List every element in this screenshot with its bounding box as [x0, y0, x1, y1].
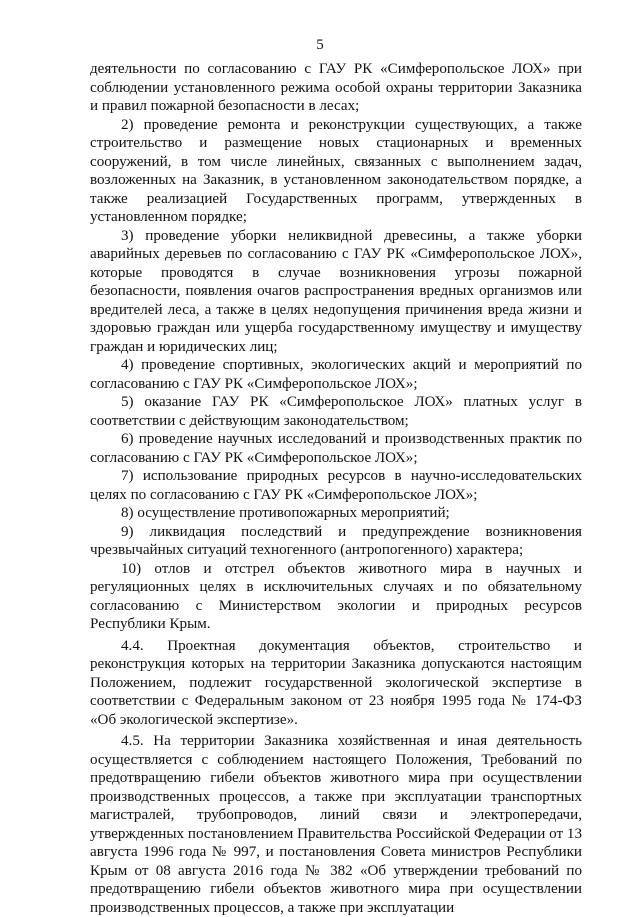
section-4-5: 4.5. На территории Заказника хозяйственная и иная деятельность осуществляется с соблюдением настоящего Положения, Требований по предотвращению гибели объектов животного мира при осуществлении производственных процессов, а также при эксплуатации транспортных магистралей, трубопроводов, линий связи и электропередачи, утвержденных постановлением Правительства Российской Федерации от 13 августа 1996 года № 997, и постановления Совета министров Республики Крым от 08 августа 2016 года № 382 «Об утверждении требований по предотвращению гибели объектов животного мира при осуществлении производственных процессов, а также при эксплуатации [90, 733, 582, 916]
list-item-3: 3) проведение уборки неликвидной древесины, а также уборки аварийных деревьев по согласованию с ГАУ РК «Симферопольское ЛОХ», которые проводятся в случае возникновения угрозы пожарной безопасности, появления очагов распространения вредных организмов или вредителей леса, а также в целях недопущения причинения вреда жизни и здоровью граждан или ущерба государственному имуществу и имуществу граждан и юридических лиц; [90, 227, 582, 355]
section-4-4: 4.4. Проектная документация объектов, строительство и реконструкция которых на территории Заказника допускаются настоящим Положением, подлежит государственной экологической экспертизе в соответствии с Федеральным законом от 23 ноября 1995 года № 174-ФЗ «Об экологической экспертизе». [90, 637, 582, 728]
list-item-5: 5) оказание ГАУ РК «Симферопольское ЛОХ» платных услуг в соответствии с действующим законодательством; [90, 394, 582, 429]
list-item-6: 6) проведение научных исследований и производственных практик по согласованию с ГАУ РК «Симферопольское ЛОХ»; [90, 431, 582, 466]
page-number: 5 [316, 37, 324, 53]
list-item-2: 2) проведение ремонта и реконструкции существующих, а также строительство и размещение новых стационарных и временных сооружений, в том числе линейных, связанных с выполнением задач, возложенных на Заказник, в установленном законодательством порядке, а также реализацией Государственных программ, утвержденных в установленном порядке; [90, 116, 582, 225]
list-item-10: 10) отлов и отстрел объектов животного мира в научных и регуляционных целях в исключительных случаях и по обязательному согласованию с Министерством экологии и природных ресурсов Республики Крым. [90, 560, 582, 632]
paragraph-continuation: деятельности по согласованию с ГАУ РК «Симферопольское ЛОХ» при соблюдении установленного режима особой охраны территории Заказника и правил пожарной безопасности в лесах; [90, 61, 582, 114]
document-body [90, 60, 582, 917]
list-item-8: 8) осуществление противопожарных мероприятий; [121, 505, 450, 521]
list-item-4: 4) проведение спортивных, экологических акций и мероприятий по согласованию с ГАУ РК «Симферопольское ЛОХ»; [90, 357, 582, 392]
list-item-9: 9) ликвидация последствий и предупреждение возникновения чрезвычайных ситуаций техногенного (антропогенного) характера; [90, 523, 582, 558]
list-item-7: 7) использование природных ресурсов в научно-исследовательских целях по согласованию с ГАУ РК «Симферопольское ЛОХ»; [90, 468, 582, 503]
